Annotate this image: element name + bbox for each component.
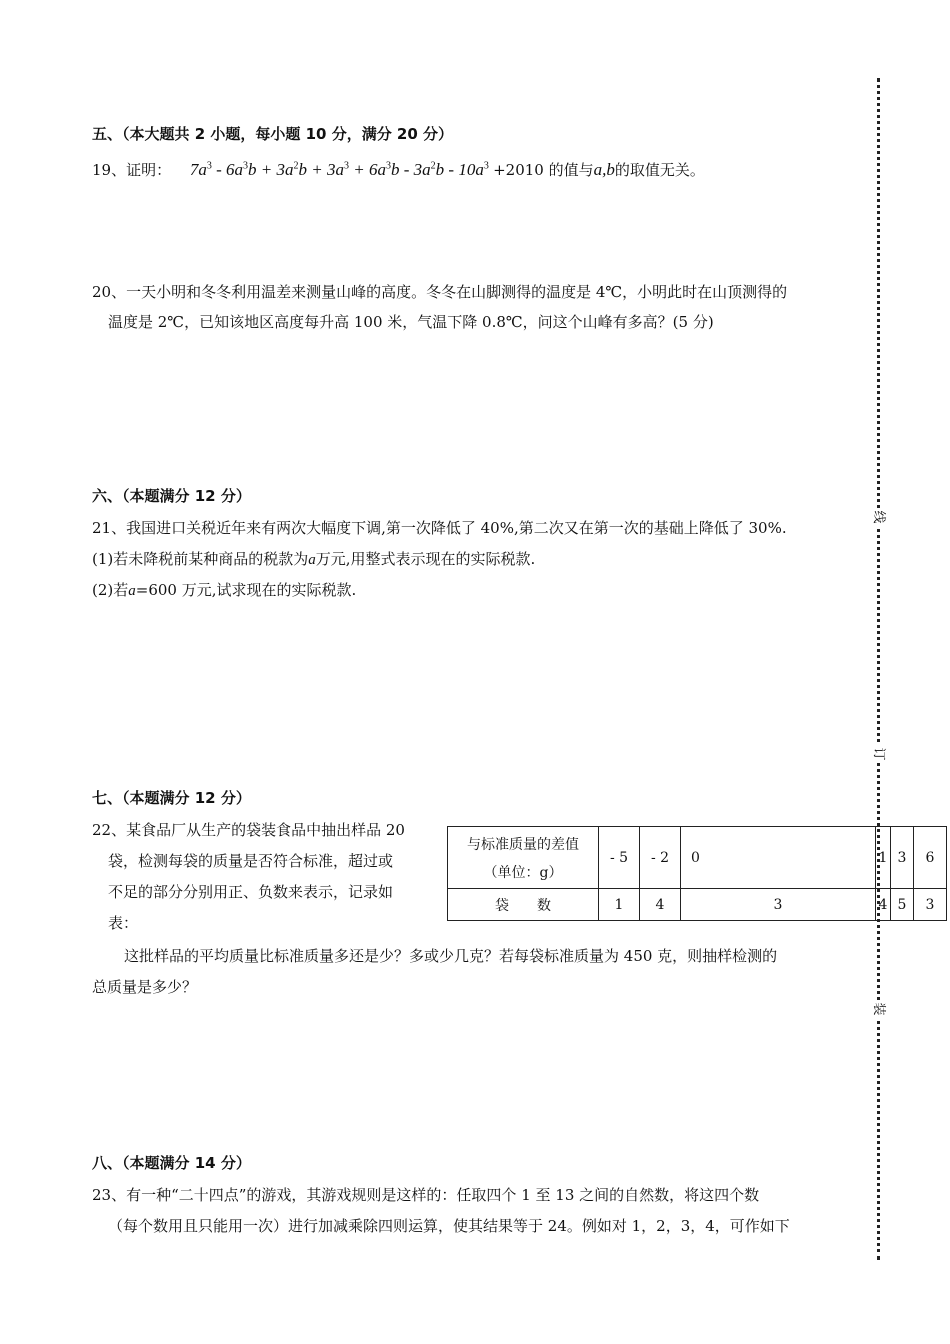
section7-header: 七、（本题满分 12 分） bbox=[92, 789, 251, 807]
diff-cell: 1 bbox=[876, 827, 891, 889]
binding-mark-bottom: 装 bbox=[869, 1000, 887, 1018]
count-cell: 4 bbox=[876, 889, 891, 921]
expr-exp: 3 bbox=[243, 160, 249, 172]
q21-part1-rest: 万元,用整式表示现在的实际税款. bbox=[315, 550, 536, 568]
binding-mark-top: 线 bbox=[869, 508, 887, 526]
expr-exp: 2 bbox=[293, 160, 299, 172]
q22-line3: 不足的部分分别用正、负数来表示，记录如 bbox=[108, 883, 394, 901]
expr-term: b - 10a bbox=[435, 160, 484, 179]
q21-line2 bbox=[92, 549, 535, 570]
row-label-count: 袋 数 bbox=[448, 889, 599, 921]
question-19 bbox=[92, 160, 705, 180]
expr-exp: 3 bbox=[483, 160, 489, 172]
q20-line1: 20、一天小明和冬冬利用温差来测量山峰的高度。冬冬在山脚测得的温度是 4℃，小明此时在山顶测得的 bbox=[92, 283, 788, 301]
diff-cell: - 5 bbox=[599, 827, 640, 889]
expr-exp: 3 bbox=[344, 160, 350, 172]
table-row bbox=[448, 827, 947, 889]
expr-exp: 3 bbox=[386, 160, 391, 172]
q21-part2-text: (2)若 bbox=[92, 581, 129, 599]
table-row bbox=[448, 889, 947, 921]
count-cell: 5 bbox=[891, 889, 914, 921]
q19-vars: a,b bbox=[593, 160, 615, 179]
q23-line1: 23、有一种“二十四点”的游戏，其游戏规则是这样的：任取四个 1 至 13 之间的自然数，将这四个数 bbox=[92, 1186, 760, 1204]
q22-line5: 这批样品的平均质量比标准质量多还是少？多或少几克？若每袋标准质量为 450 克，则抽样检测的 bbox=[124, 947, 778, 965]
q22-line4: 表： bbox=[108, 914, 139, 932]
expr-term: + 6a bbox=[349, 160, 386, 179]
row-label-line: （单位：g） bbox=[483, 864, 563, 881]
q21-var-a: a bbox=[308, 552, 316, 568]
q21-line1: 21、我国进口关税近年来有两次大幅度下调,第一次降低了 40%,第二次又在第一次的基础上降低了 30%. bbox=[92, 519, 787, 537]
q22-line2: 袋，检测每袋的质量是否符合标准，超过或 bbox=[108, 852, 394, 870]
q22-line6: 总质量是多少？ bbox=[92, 978, 198, 996]
q19-prefix: 19、证明： bbox=[92, 161, 172, 179]
quality-difference-table bbox=[447, 826, 947, 921]
diff-cell: 3 bbox=[891, 827, 914, 889]
count-cell: 4 bbox=[640, 889, 681, 921]
expr-term: b - 3a bbox=[391, 160, 431, 179]
q23-line2: （每个数用且只能用一次）进行加减乘除四则运算，使其结果等于 24。例如对 1，2，3，4，可作如下 bbox=[108, 1217, 790, 1235]
diff-cell: - 2 bbox=[640, 827, 681, 889]
expr-term: b + 3a bbox=[298, 160, 345, 179]
section5-header: 五、（本大题共 2 小题，每小题 10 分，满分 20 分） bbox=[92, 125, 454, 143]
count-cell: 1 bbox=[599, 889, 640, 921]
count-cell: 3 bbox=[914, 889, 947, 921]
row-label-difference bbox=[448, 827, 599, 889]
q21-var-a: a bbox=[128, 583, 136, 599]
q19-expression bbox=[190, 160, 493, 179]
q19-suffix2: 的取值无关。 bbox=[614, 161, 705, 179]
section8-header: 八、（本题满分 14 分） bbox=[92, 1154, 251, 1172]
diff-cell: 6 bbox=[914, 827, 947, 889]
expr-term: 7a bbox=[189, 160, 207, 179]
section6-header: 六、（本题满分 12 分） bbox=[92, 487, 251, 505]
q21-part2-rest: =600 万元,试求现在的实际税款. bbox=[135, 581, 357, 599]
count-cell: 3 bbox=[681, 889, 876, 921]
expr-exp: 3 bbox=[206, 160, 212, 172]
q21-part1-text: (1)若未降税前某种商品的税款为 bbox=[92, 550, 309, 568]
binding-mark-middle: 订 bbox=[869, 745, 887, 763]
q22-line1: 22、某食品厂从生产的袋装食品中抽出样品 20 bbox=[92, 821, 405, 839]
q20-line2: 温度是 2℃，已知该地区高度每升高 100 米，气温下降 0.8℃，问这个山峰有多高？(5 分) bbox=[108, 313, 714, 331]
q21-line3 bbox=[92, 580, 356, 601]
expr-term: - 6a bbox=[211, 160, 244, 179]
row-label-line: 与标准质量的差值 bbox=[467, 836, 579, 853]
expr-exp: 2 bbox=[430, 160, 436, 172]
binding-dotted-line bbox=[877, 78, 880, 1260]
diff-cell: 0 bbox=[681, 827, 876, 889]
q19-suffix1: +2010 的值与 bbox=[493, 161, 594, 179]
expr-term: b + 3a bbox=[248, 160, 294, 179]
